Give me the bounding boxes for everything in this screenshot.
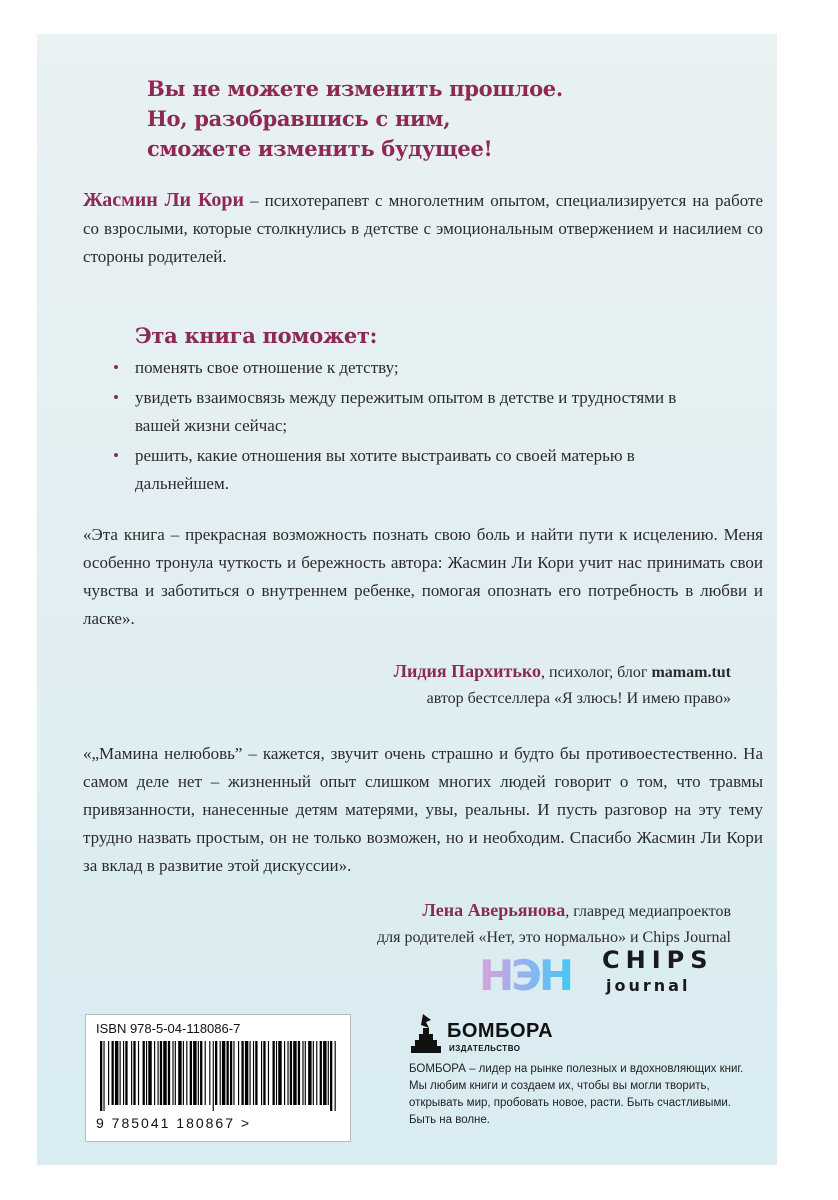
review-signature-2 [377,897,731,951]
chips-logo-text: CHIPS [602,946,714,974]
reviewer-role-1-line-2: автор бестселлера «Я злюсь! И имею право» [426,690,731,707]
isbn-label: ISBN 978-5-04-118086-7 [96,1021,241,1036]
list-item-text: увидеть взаимосвязь между пережитым опытом в детстве и трудностями в вашей жизни сейчас; [135,388,677,435]
list-item [113,354,695,382]
headline [147,74,563,164]
list-item [113,442,695,498]
benefits-title: Эта книга поможет: [135,323,378,348]
bullet-icon: • [113,388,119,407]
review-quote-1: «Эта книга – прекрасная возможность познать свою боль и найти пути к исцелению. Меня особенно тронула чуткость и бережность автора: Жасмин Ли Кори учит нас принимать свои чувства и заботиться о внутреннем ребенке, помогая опознать его потребность в любви и ласке». [83,525,763,628]
list-item [113,384,695,440]
nen-logo-icon [477,952,573,996]
list-item-text: решить, какие отношения вы хотите выстраивать со своей матерью в дальнейшем. [135,446,635,493]
publisher-name: БОМБОРА [447,1020,554,1042]
reviewer-role-2: , главред медиапроектов [565,903,731,920]
barcode-number: 9 785041 180867 > [96,1115,252,1131]
list-item-text: поменять свое отношение к детству; [135,358,399,377]
author-name: Жасмин Ли Кори [83,189,245,211]
bullet-icon: • [113,446,119,465]
reviewer-name-2: Лена Аверьянова [422,900,566,920]
headline-line-3: сможете изменить будущее! [147,136,493,161]
reviewer-blog: mamam.tut [651,664,731,681]
review-signature-1 [394,658,731,712]
publisher-subtitle: ИЗДАТЕЛЬСТВО [449,1044,521,1053]
bullet-icon: • [113,358,119,377]
nen-logo-text: НЭН [478,952,572,996]
reviewer-role-2-line-2: для родителей «Нет, это нормально» и Chips Journal [377,929,731,946]
barcode-bars-icon [96,1041,340,1111]
bombora-logo-icon [409,1012,443,1056]
headline-line-2: Но, разобравшись с ним, [147,106,451,131]
chips-journal-logo [602,946,714,995]
reviewer-role-1: , психолог, блог [541,664,652,681]
reviewer-name-1: Лидия Пархитько [393,661,542,681]
journal-logo-text: journal [606,976,691,995]
benefits-list [113,322,695,500]
review-quote-2: «„Мамина нелюбовь” – кажется, звучит очень страшно и будто бы противоестественно. На самом деле нет – жизненный опыт слишком многих людей говорит о том, что травмы привязанности, нанесенные детям матерями, увы, реальны. И пусть разговор на эту тему трудно назвать простым, он не только возможен, но и необходим. Спасибо Жасмин Ли Кори за вклад в развитие этой дискуссии». [83,744,763,875]
author-bio-text: – психотерапевт с многолетним опытом, специализируется на работе со взрослыми, которые столкнулись в детстве с эмоциональным отвержением и насилием со стороны родителей. [83,191,763,266]
author-bio [83,186,763,271]
back-cover [37,34,777,1165]
publisher-description: БОМБОРА – лидер на рынке полезных и вдохновляющих книг. Мы любим книги и создаем их, чтобы вы могли творить, открывать мир, пробовать новое, расти. Быть счастливыми. Быть на волне. [409,1063,744,1126]
barcode [85,1014,351,1142]
headline-line-1: Вы не можете изменить прошлое. [147,76,563,101]
